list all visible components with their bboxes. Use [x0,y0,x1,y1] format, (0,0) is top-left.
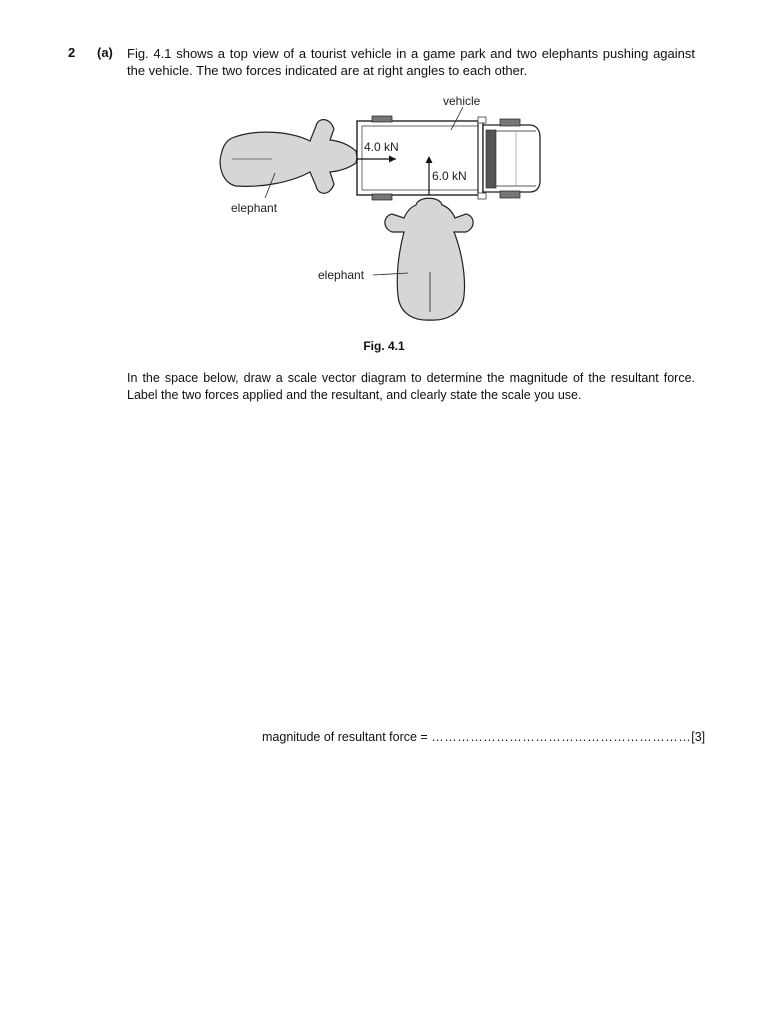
label-force-vertical: 6.0 kN [432,169,467,183]
label-vehicle: vehicle [443,94,481,108]
question-number: 2 [68,45,76,60]
figure-caption: Fig. 4.1 [363,339,405,353]
label-elephant-bottom: elephant [318,268,365,282]
answer-line [262,730,705,744]
label-elephant-left: elephant [231,201,278,215]
label-force-horizontal: 4.0 kN [364,140,399,154]
marks-label: [3] [691,730,706,744]
question-intro: Fig. 4.1 shows a top view of a tourist vehicle in a game park and two elephants pushing against the vehicle. The two forces indicated are at right angles to each other. [127,46,695,78]
answer-label: magnitude of resultant force = [262,730,428,744]
vehicle-shape [357,116,540,200]
question-part: (a) [97,45,113,60]
question-instruction: In the space below, draw a scale vector diagram to determine the magnitude of the resultant force. Label the two forces applied and the resultant, and clearly state the scale you use. [127,371,695,402]
elephant-left-shape [220,120,357,194]
elephant-bottom-shape [385,198,473,320]
answer-dots[interactable]: …………………………………………………… [431,730,692,744]
figure-4-1 [0,0,768,340]
